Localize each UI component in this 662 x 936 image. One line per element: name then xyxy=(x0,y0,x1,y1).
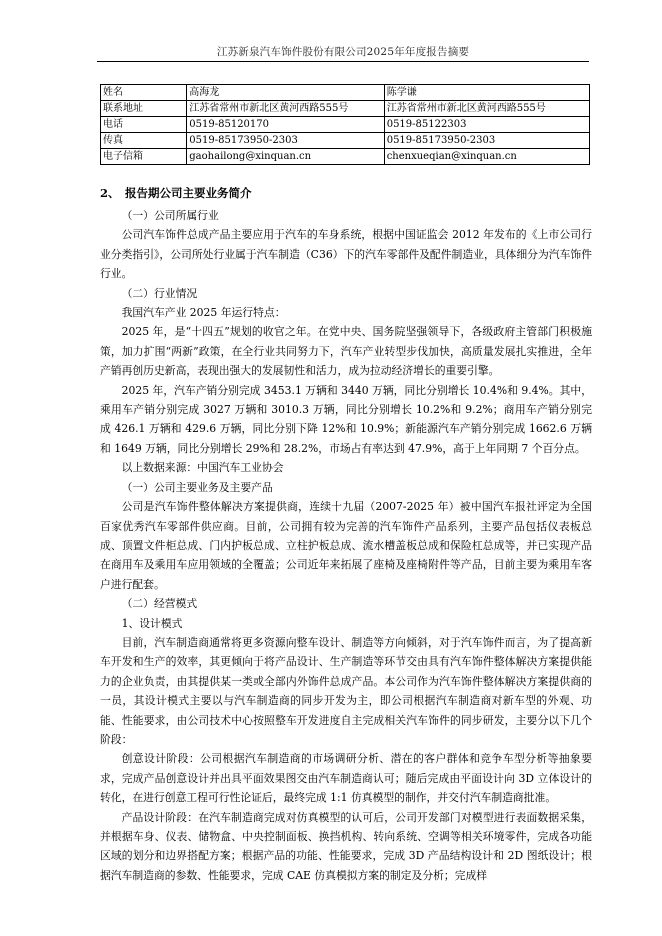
body-text xyxy=(100,206,592,885)
table-row xyxy=(101,101,590,117)
paragraph: 以上数据来源：中国汽车工业协会 xyxy=(121,461,284,475)
table-row xyxy=(101,133,590,149)
subsection-heading: （二）行业情况 xyxy=(121,286,198,300)
subsection-heading: （一）公司主要业务及主要产品 xyxy=(121,480,273,494)
table-cell: gaohailong@xinquan.cn xyxy=(187,149,384,165)
table-cell-label: 传真 xyxy=(101,133,187,149)
table-cell-label: 联系地址 xyxy=(101,101,187,117)
contact-table xyxy=(100,84,590,165)
paragraph: 2025 年，是“十四五”规划的收官之年。在党中央、国务院坚强领导下，各级政府主管部门积极施策，加力扩围“两新”政策，在全行业共同努力下，汽车产业转型步伐加快，高质量发展扎实推进，全年产销再创历史新高，表现出强大的发展韧性和活力，成为拉动经济增长的重要引擎。 xyxy=(100,325,592,378)
paragraph: 2025 年，汽车产销分别完成 3453.1 万辆和 3440 万辆，同比分别增长 10.4%和 9.4%。其中，乘用车产销分别完成 3027 万辆和 3010.3 万辆，同比分别增长 10.2%和 9.2%；商用车产销分别完成 426.1 万辆和 429.6 万辆，同比分别下降 12%和 10.9%；新能源汽车产销分别完成 1662.6 万辆和 1649 万辆，同比分别增长 29%和 28.2%，市场占有率达到 47.9%，高于上年同期 7 个百分点。 xyxy=(100,383,592,455)
table-row xyxy=(101,117,590,133)
paragraph: 创意设计阶段：公司根据汽车制造商的市场调研分析、潜在的客户群体和竞争车型分析等抽象要求，完成产品创意设计并出具平面效果图交由汽车制造商认可；随后完成由平面设计向 3D 立体设计的转化，在进行创意工程可行性论证后，最终完成 1:1 仿真模型的制作，并交付汽车制造商批准。 xyxy=(100,752,592,805)
table-row xyxy=(101,85,590,101)
table-cell: 0519-85173950-2303 xyxy=(187,133,384,149)
paragraph: 公司汽车饰件总成产品主要应用于汽车的车身系统，根据中国证监会 2012 年发布的《上市公司行业分类指引》，公司所处行业属于汽车制造（C36）下的汽车零部件及配件制造业，具体细分为汽车饰件行业。 xyxy=(100,228,592,281)
table-cell: 0519-85120170 xyxy=(187,117,384,133)
paragraph: 目前，汽车制造商通常将更多资源向整车设计、制造等方向倾斜，对于汽车饰件而言，为了提高新车开发和生产的效率，其更倾向于将产品设计、生产制造等环节交由具有汽车饰件整体解决方案提供能力的企业负责，由其提供某一类或全部内外饰件总成产品。本公司作为汽车饰件整体解决方案提供商的一员，其设计模式主要以与汽车制造商的同步开发为主，即公司根据汽车制造商对新车型的外观、功能、性能要求，由公司技术中心按照整车开发进度自主完成相关汽车饰件的同步研发，主要分以下几个阶段： xyxy=(100,635,592,746)
section-number: 2、 xyxy=(100,186,120,200)
table-cell: 江苏省常州市新北区黄河西路555号 xyxy=(187,101,384,117)
table-cell: 陈学谦 xyxy=(384,85,589,101)
subsection-heading: 1、设计模式 xyxy=(121,616,183,630)
subsection-heading: （二）经营模式 xyxy=(121,597,198,611)
table-cell: 高海龙 xyxy=(187,85,384,101)
table-row xyxy=(101,149,590,165)
table-cell: chenxueqian@xinquan.cn xyxy=(384,149,589,165)
subsection-heading: （一）公司所属行业 xyxy=(121,209,219,222)
table-cell: 江苏省常州市新北区黄河西路555号 xyxy=(384,101,589,117)
header-divider xyxy=(97,61,589,62)
section-heading xyxy=(100,185,252,201)
table-cell: 0519-85122303 xyxy=(384,117,589,133)
table-cell-label: 电话 xyxy=(101,117,187,133)
section-title: 报告期公司主要业务简介 xyxy=(125,186,252,200)
table-cell: 0519-85173950-2303 xyxy=(384,133,589,149)
table-cell-label: 姓名 xyxy=(101,85,187,101)
paragraph: 我国汽车产业 2025 年运行特点： xyxy=(121,306,286,320)
table-cell-label: 电子信箱 xyxy=(101,149,187,165)
paragraph: 公司是汽车饰件整体解决方案提供商，连续十九届（2007-2025 年）被中国汽车报社评定为全国百家优秀汽车零部件供应商。目前，公司拥有较为完善的汽车饰件产品系列，主要产品包括仪表板总成、顶置文件柜总成、门内护板总成、立柱护板总成、流水槽盖板总成和保险杠总成等，并已实现产品在商用车及乘用车应用领域的全覆盖；公司近年来拓展了座椅及座椅附件等产品，目前主要为乘用车客户进行配套。 xyxy=(100,500,592,591)
paragraph: 产品设计阶段：在汽车制造商完成对仿真模型的认可后，公司开发部门对模型进行表面数据采集，并根据车身、仪表、储物盒、中央控制面板、换挡机构、转向系统、空调等相关环境零件，完成各功能区域的划分和边界搭配方案；根据产品的功能、性能要求，完成 3D 产品结构设计和 2D 图纸设计；根据汽车制造商的参数、性能要求，完成 CAE 仿真模拟方案的制定及分析；完成样 xyxy=(100,810,592,882)
page-header: 江苏新泉汽车饰件股份有限公司2025年年度报告摘要 xyxy=(216,46,470,58)
